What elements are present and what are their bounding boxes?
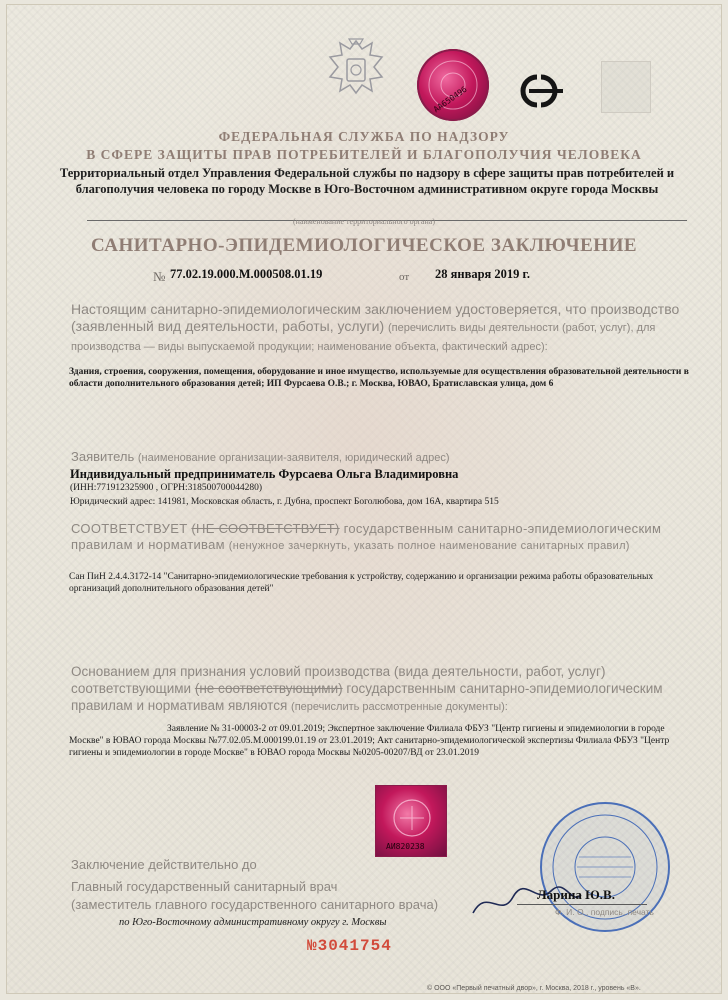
applicant-ids: (ИНН:771912325900 , ОГРН:318500700044280) (70, 483, 263, 493)
hologram-serial: AA650496 (431, 84, 469, 115)
basis-text-before: Основанием для признания условий производства (вида деятельности, работ, услуг) соответствующими (71, 664, 606, 696)
ce-mark-icon (507, 71, 573, 111)
conformity-paragraph (71, 521, 691, 554)
object-description: Здания, строения, сооружения, помещения, оборудование и иное имущество, используемые для осуществления образовательной деятельности в области дополнительного образования детей; ИП Фурсаева О.В.; г. Москва, ЮВАО, Братиславская улица, дом 6 (69, 367, 689, 389)
basis-text-after: государственным санитарно-эпидемиологическим правилам и нормативам являются (71, 681, 663, 713)
not-conforms-word: (НЕ СООТВЕТСТВУЕТ) (191, 521, 340, 536)
applicant-address: Юридический адрес: 141981, Московская область, г. Дубна, проспект Боголюбова, дом 16А, квартира 515 (70, 497, 499, 507)
territorial-body: Территориальный отдел Управления Федеральной службы по надзору в сфере защиты прав потребителей и благополучия человека по городу Москве в Юго-Восточном административном округе города Москвы (59, 166, 675, 196)
basis-documents: Заявление № 31-00003-2 от 09.01.2019; Экспертное заключение Филиала ФБУЗ "Центр гигиены и эпидемиологии в городе Москве" в ЮВАО города Москвы №77.02.05.М.000199.01.19 от 23.01.2019; Акт санитарно-эпидемиологической экспертизы Филиала ФБУЗ "Центр гигиены и эпидемиологии в городе Москве" в ЮВАО города Москвы №0205-00207/ВД от 23.01.2019 (69, 724, 670, 758)
intro-text: Настоящим санитарно-эпидемиологическим заключением удостоверяется, что производство (заявленный вид деятельности, работы, услуги) (71, 301, 680, 334)
conforms-word: СООТВЕТСТВУЕТ (71, 521, 188, 536)
signer-caption: Ф. И. О., подпись, печать (555, 907, 654, 917)
hologram-icon (417, 49, 489, 121)
intro-hint: (перечислить виды деятельности (работ, услуг), для производства — виды выпускаемой продукции; наименование объекта, фактический адрес): (71, 322, 656, 353)
applicant-label: Заявитель (71, 449, 135, 464)
document-title: САНИТАРНО-ЭПИДЕМИОЛОГИЧЕСКОЕ ЗАКЛЮЧЕНИЕ (90, 235, 638, 256)
date-label: от (399, 271, 410, 283)
hologram-icon (375, 785, 447, 857)
agency-title-line1: ФЕДЕРАЛЬНАЯ СЛУЖБА ПО НАДЗОРУ (218, 129, 510, 144)
gray-stamp-mark (601, 61, 651, 113)
chief-doctor-line1: Главный государственный санитарный врач (71, 879, 338, 894)
basis-struck: (не соответствующими) (194, 681, 343, 696)
printer-imprint: © ООО «Первый печатный двор», г. Москва, 2018 г., уровень «В». (427, 985, 641, 992)
chief-doctor-line2: (заместитель главного государственного санитарного врача) (71, 897, 439, 912)
district-line: по Юго-Восточному административному округу г. Москвы (119, 917, 387, 928)
applicant-heading (71, 449, 450, 464)
document-number: 77.02.19.000.М.000508.01.19 (170, 267, 323, 281)
sanitary-rules: Сан ПиН 2.4.4.3172-14 "Санитарно-эпидемиологические требования к устройству, содержанию и организации режима работы образовательных организаций дополнительного образования детей" (69, 572, 654, 594)
applicant-hint: (наименование организации-заявителя, юридический адрес) (137, 452, 450, 464)
form-serial-number: №3041754 (307, 937, 392, 955)
signature-line (517, 904, 647, 905)
hologram-serial-bottom: АИ820238 (386, 842, 425, 851)
coat-of-arms-icon (325, 35, 387, 105)
territorial-caption: (наименование территориального органа) (293, 217, 435, 226)
agency-title-line2: В СФЕРЕ ЗАЩИТЫ ПРАВ ПОТРЕБИТЕЛЕЙ И БЛАГОПОЛУЧИЯ ЧЕЛОВЕКА (86, 147, 642, 162)
basis-paragraph (71, 663, 701, 716)
conformity-text: государственным санитарно-эпидемиологическим правилам и нормативам (71, 521, 662, 552)
valid-until-label: Заключение действительно до (71, 857, 257, 872)
number-label: № (153, 269, 166, 284)
applicant-name: Индивидуальный предприниматель Фурсаева Ольга Владимировна (70, 467, 459, 481)
basis-hint: (перечислить рассмотренные документы): (291, 701, 508, 713)
document-date: 28 января 2019 г. (435, 267, 530, 281)
certificate-sheet (6, 4, 722, 994)
intro-paragraph (71, 301, 691, 356)
conformity-hint: (ненужное зачеркнуть, указать полное наименование санитарных правил) (228, 540, 630, 552)
signer-name: Ларина Ю.В. (537, 887, 615, 902)
